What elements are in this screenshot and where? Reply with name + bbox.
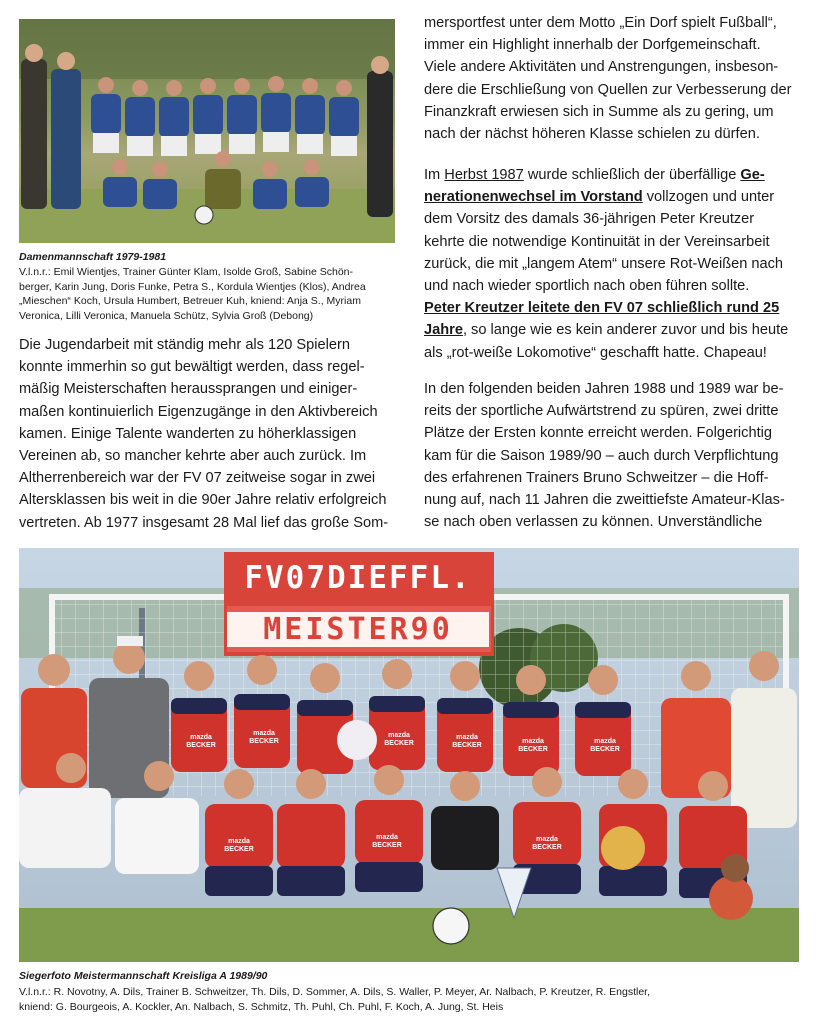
right-column-para-3 (424, 378, 809, 533)
text-line: reits der sportliche Aufwärtstrend zu spüren, zwei dritte (424, 403, 779, 420)
shirt-sponsor: mazda BECKER (372, 834, 402, 849)
caption-line: berger, Karin Jung, Doris Funke, Petra S., Kordula Wientjes (Klos), Andrea (19, 280, 366, 293)
caption-line: V.l.n.r.: Emil Wientjes, Trainer Günter Klam, Isolde Groß, Sabine Schön- (19, 266, 354, 278)
caption-line: V.l.n.r.: R. Novotny, A. Dils, Trainer B. Schweitzer, Th. Dils, D. Sommer, A. Dils, S. Waller, P. Meyer, Ar. Nalbach, P. Kreutzer, R. Engstler, (19, 986, 651, 998)
shirt-sponsor: mazda BECKER (384, 732, 414, 747)
shirt-sponsor: mazda BECKER (186, 734, 216, 749)
text-line: Plätze der Ersten konnte erreicht werden. Folgerichtig (424, 425, 772, 442)
text-line: In den folgenden beiden Jahren 1988 und 1989 war be- (424, 381, 784, 397)
text-line: Finanzkraft erwiesen sich in Summe als zu gering, um (424, 103, 774, 120)
text-line: konnte immerhin so gut bewältigt werden, dass regel- (19, 359, 365, 376)
womens-team-illustration (19, 19, 395, 243)
womens-team-photo (19, 19, 395, 243)
caption-line: „Mieschen“ Koch, Ursula Humbert, Betreuer Kuh, kniend: Anja S., Myriam (19, 295, 361, 307)
banner-line-1: FV07DIEFFL. (244, 560, 472, 596)
text-run: , so lange wie es kein anderer zuvor und bis heute (462, 322, 789, 339)
text-run: wurde schließlich der überfällige (523, 167, 741, 183)
text-line: dem Vorsitz des damals 36-jährigen Peter Kreutzer (424, 211, 755, 228)
caption-line: Veronica, Lilli Veronica, Manuela Schütz, Sylvia Groß (Debong) (19, 309, 314, 322)
text-line (424, 319, 809, 341)
championship-team-photo (19, 548, 799, 962)
right-column-para-2 (424, 164, 809, 364)
text-line (424, 186, 809, 208)
herbst-1987-link[interactable]: Herbst 1987 (444, 167, 524, 183)
left-column-text (19, 334, 404, 534)
text-line: kam für die Saison 1989/90 – auch durch Verpflichtung (424, 447, 779, 464)
right-column-para-1 (424, 12, 809, 145)
text-line: Altersklassen bis weit in die 90er Jahre relativ erfolgreich (19, 492, 387, 509)
text-line (424, 297, 809, 319)
text-line: se nach oben verlassen zu können. Unverständliche (424, 514, 763, 531)
text-line: und nach wieder sportlich nach oben führen sollte. (424, 278, 750, 295)
text-line: kehrte die notwendige Kontinuität in der Vereinsarbeit (424, 233, 770, 250)
text-line: immer ein Highlight innerhalb der Dorfgemeinschaft. (424, 37, 761, 54)
text-line: nung auf, nach 11 Jahren die zweittiefste Amateur-Klas- (424, 492, 785, 509)
text-line: Altherrenbereich war der FV 07 zeitweise sogar in zwei (19, 470, 376, 487)
generationenwechsel-link[interactable]: Ge- (740, 167, 765, 183)
text-line: mersportfest unter dem Motto „Ein Dorf spielt Fußball“, (424, 15, 777, 31)
text-run: Im (424, 167, 445, 183)
caption-line: kniend: G. Bourgeois, A. Kockler, An. Nalbach, S. Schmitz, Th. Puhl, Ch. Puhl, F. Koch, A. Jung, St. Heis (19, 1000, 504, 1013)
text-line: kamen. Einige Talente wanderten zu höherklassigen (19, 425, 357, 442)
championship-team-illustration (19, 548, 799, 962)
championship-photo-caption-title: Siegerfoto Meistermannschaft Kreisliga A 1989/90 (19, 970, 268, 982)
shirt-sponsor: mazda BECKER (590, 738, 620, 753)
shirt-sponsor: mazda BECKER (249, 730, 279, 745)
championship-photo-caption (19, 985, 809, 1014)
shirt-sponsor: mazda BECKER (452, 734, 482, 749)
text-line: dere die Erschließung von Quellen zur Verbesserung der (424, 81, 792, 98)
shirt-sponsor: mazda BECKER (532, 836, 562, 851)
shirt-sponsor: mazda BECKER (518, 738, 548, 753)
shirt-sponsor: mazda BECKER (224, 838, 254, 853)
text-line: des erfahrenen Trainers Bruno Schweitzer – die Hoff- (424, 469, 769, 486)
text-line: als „rot-weiße Lokomotive“ geschafft hatte. Chapeau! (424, 344, 767, 361)
text-line: zurück, die mit „langem Atem“ unsere Rot-Weißen nach (424, 255, 784, 272)
text-line: nach der nächst höheren Klasse schielen zu dürfen. (424, 126, 760, 143)
womens-photo-caption (19, 265, 399, 323)
text-line: Die Jugendarbeit mit ständig mehr als 120 Spielern (19, 337, 350, 353)
text-line: maßen kontinuierlich Eigenzugänge in den Aktivbereich (19, 403, 378, 420)
text-run: vollzogen und unter (642, 189, 775, 206)
text-line: vertreten. Ab 1977 insgesamt 28 Mal lief das große Som- (19, 514, 389, 531)
banner-line-2: MEISTER90 (227, 612, 489, 647)
kreutzer-link[interactable]: Peter Kreutzer leitete den FV 07 schließlich rund 25 (424, 300, 780, 317)
text-line: mäßig Meisterschaften heraussprangen und einiger- (19, 381, 358, 398)
generationenwechsel-link-cont[interactable]: nerationenwechsel im Vorstand (424, 189, 643, 206)
womens-photo-caption-title: Damenmannschaft 1979-1981 (19, 251, 167, 263)
text-line: Viele andere Aktivitäten und Anstrengungen, insbeson- (424, 59, 779, 76)
text-line: Vereinen ab, so mancher kehrte aber auch zurück. Im (19, 448, 367, 465)
kreutzer-link-cont[interactable]: Jahre (424, 322, 463, 339)
text-line (424, 164, 809, 186)
